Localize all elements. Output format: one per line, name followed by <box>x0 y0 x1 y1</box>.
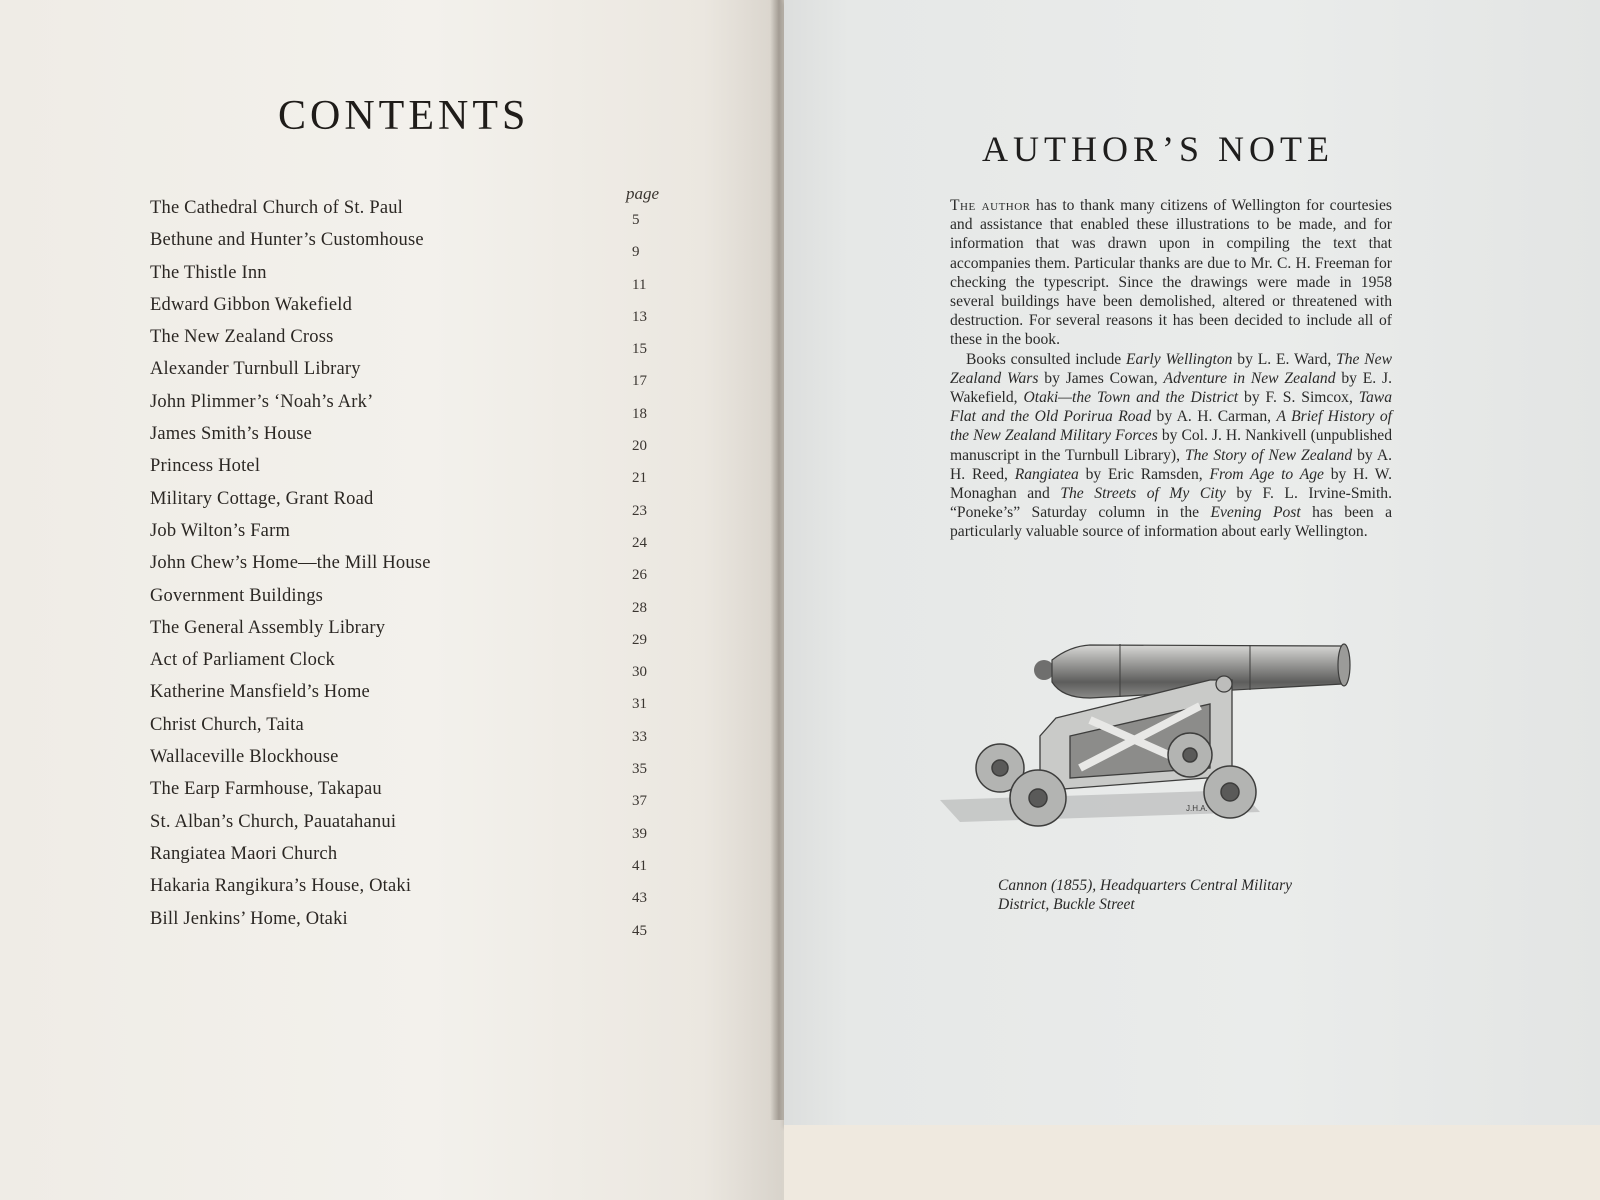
contents-page <box>0 0 782 1200</box>
contents-entry-page: 26 <box>632 567 647 584</box>
note-text: by James Cowan, <box>1038 369 1164 387</box>
contents-entry <box>150 392 670 424</box>
note-text: by Eric Ramsden, <box>1078 465 1210 483</box>
note-text: by H. W. Monaghan and <box>950 465 1392 503</box>
contents-list <box>150 198 670 941</box>
contents-entry-page: 21 <box>632 470 647 487</box>
note-text: by A. H. Reed, <box>950 446 1392 483</box>
contents-entry-page: 45 <box>632 922 647 939</box>
contents-entry-title: Act of Parliament Clock <box>150 650 335 671</box>
contents-entry-title: Edward Gibbon Wakefield <box>150 294 353 315</box>
note-text: by Col. J. H. Nankivell (unpublished manuscript in the Turnbull Library), <box>950 427 1393 464</box>
contents-entry-title: Government Buildings <box>150 585 324 606</box>
contents-entry <box>150 586 670 618</box>
contents-entry <box>150 618 670 650</box>
contents-heading: CONTENTS <box>278 93 530 139</box>
note-paragraph-1 <box>950 196 1392 350</box>
contents-entry-title: The Thistle Inn <box>150 262 267 283</box>
contents-entry-page: 41 <box>632 857 647 874</box>
contents-entry-title: James Smith’s House <box>150 424 313 445</box>
contents-entry-title: Alexander Turnbull Library <box>150 359 361 380</box>
contents-entry <box>150 779 670 811</box>
book-title: Otaki—the Town and the District <box>1023 389 1239 407</box>
contents-entry-title: John Plimmer’s ‘Noah’s Ark’ <box>150 391 374 412</box>
contents-entry-title: Bill Jenkins’ Home, Otaki <box>150 908 348 929</box>
contents-entry-title: Hakaria Rangikura’s House, Otaki <box>150 876 412 897</box>
contents-entry <box>150 844 670 876</box>
contents-entry-page: 28 <box>632 599 647 616</box>
note-lead-words: The author <box>950 197 1031 214</box>
note-paragraph-2 <box>950 350 1392 542</box>
contents-entry-title: Military Cottage, Grant Road <box>150 488 374 509</box>
contents-entry <box>150 876 670 908</box>
contents-entry-title: Bethune and Hunter’s Customhouse <box>150 230 424 251</box>
contents-entry-title: The Cathedral Church of St. Paul <box>150 198 404 218</box>
contents-entry <box>150 682 670 714</box>
book-title: Adventure in New Zealand <box>1163 369 1336 387</box>
book-title: Evening Post <box>1210 504 1301 522</box>
contents-entry <box>150 521 670 553</box>
contents-entry-page: 15 <box>632 341 647 358</box>
contents-entry-page: 20 <box>632 438 647 455</box>
contents-entry <box>150 650 670 682</box>
book-title: Early Wellington <box>1126 350 1233 368</box>
contents-entry-page: 11 <box>632 276 647 293</box>
contents-entry <box>150 812 670 844</box>
contents-entry-title: The General Assembly Library <box>150 617 386 638</box>
contents-entry-page: 30 <box>632 664 647 681</box>
book-title: Rangiatea <box>1014 465 1079 483</box>
contents-entry-page: 39 <box>632 825 647 842</box>
contents-entry <box>150 295 670 327</box>
contents-entry-page: 33 <box>632 728 647 745</box>
contents-entry-page: 23 <box>632 502 647 519</box>
contents-entry-page: 37 <box>632 793 647 810</box>
contents-entry-page: 18 <box>632 405 647 422</box>
contents-entry-page: 43 <box>632 890 647 907</box>
contents-entry-title: The Earp Farmhouse, Takapau <box>150 779 382 800</box>
note-text: by F. L. Irvine-Smith. “Poneke’s” Saturday column in the <box>950 485 1392 522</box>
note-text: has been a particularly valuable source of information about early Wellington. <box>950 504 1392 541</box>
book-title: The Story of New Zealand <box>1184 446 1353 464</box>
illustrator-signature: J.H.A. <box>1186 804 1208 813</box>
contents-entry-title: Katherine Mansfield’s Home <box>150 682 370 703</box>
page-column-label: page <box>626 184 660 203</box>
contents-entry-page: 5 <box>632 212 640 228</box>
contents-entry <box>150 424 670 456</box>
note-text: Books consulted include <box>966 350 1127 368</box>
contents-entry <box>150 553 670 585</box>
note-text: by F. S. Simcox, <box>1238 389 1359 407</box>
contents-entry-title: Wallaceville Blockhouse <box>150 747 339 768</box>
contents-entry <box>150 198 670 230</box>
book-title: The New Zealand Wars <box>950 350 1393 387</box>
contents-entry-title: Rangiatea Maori Church <box>150 843 338 864</box>
book-title: From Age to Age <box>1209 465 1324 483</box>
cannon-illustration <box>940 640 1380 850</box>
contents-entry-page: 31 <box>632 696 647 713</box>
contents-entry <box>150 747 670 779</box>
contents-entry <box>150 230 670 262</box>
contents-entry <box>150 456 670 488</box>
note-paragraph-1-text: has to thank many citizens of Wellington for courtesies and assistance that enabled these illustrations to be made, and for information that was drawn upon in compiling the text that accompanies them. Particular thanks are due to Mr. C. H. Freeman for checking the typescript. Since the drawings were made in 1958 several buildings have been demolished, altered or threatened with destruction. For several reasons it has been decided to include all of these in the book. <box>950 197 1392 349</box>
contents-entry <box>150 359 670 391</box>
contents-entry-page: 13 <box>632 308 647 325</box>
contents-entry-page: 9 <box>632 244 640 261</box>
book-title: The Streets of My City <box>1060 485 1226 503</box>
note-text: by E. J. Wakefield, <box>950 369 1392 407</box>
contents-entry-page: 35 <box>632 761 647 778</box>
contents-entry <box>150 715 670 747</box>
contents-entry-title: Christ Church, Taita <box>150 714 304 735</box>
authors-note-body <box>950 196 1392 542</box>
note-text: by A. H. Carman, <box>1151 408 1277 426</box>
contents-entry-page: 17 <box>632 373 647 390</box>
contents-entry-title: Princess Hotel <box>150 456 261 477</box>
contents-entry-title: The New Zealand Cross <box>150 327 334 348</box>
illustration-caption: Cannon (1855), Headquarters Central Military District, Buckle Street <box>998 877 1293 913</box>
contents-entry-page: 29 <box>632 631 647 648</box>
contents-entry <box>150 489 670 521</box>
table-surface <box>784 1125 1600 1200</box>
contents-entry-title: Job Wilton’s Farm <box>150 520 291 541</box>
contents-entry-title: St. Alban’s Church, Pauatahanui <box>150 811 397 832</box>
contents-entry-title: John Chew’s Home—the Mill House <box>150 553 431 574</box>
note-text: by L. E. Ward, <box>1232 350 1337 368</box>
contents-entry <box>150 327 670 359</box>
contents-entry-page: 24 <box>632 534 647 551</box>
contents-entry <box>150 909 670 941</box>
contents-entry <box>150 263 670 295</box>
book-title: Tawa Flat and the Old Porirua Road <box>950 389 1393 426</box>
authors-note-heading: AUTHOR’S NOTE <box>982 129 1334 169</box>
book-title: A Brief History of the New Zealand Military Forces <box>950 408 1392 445</box>
